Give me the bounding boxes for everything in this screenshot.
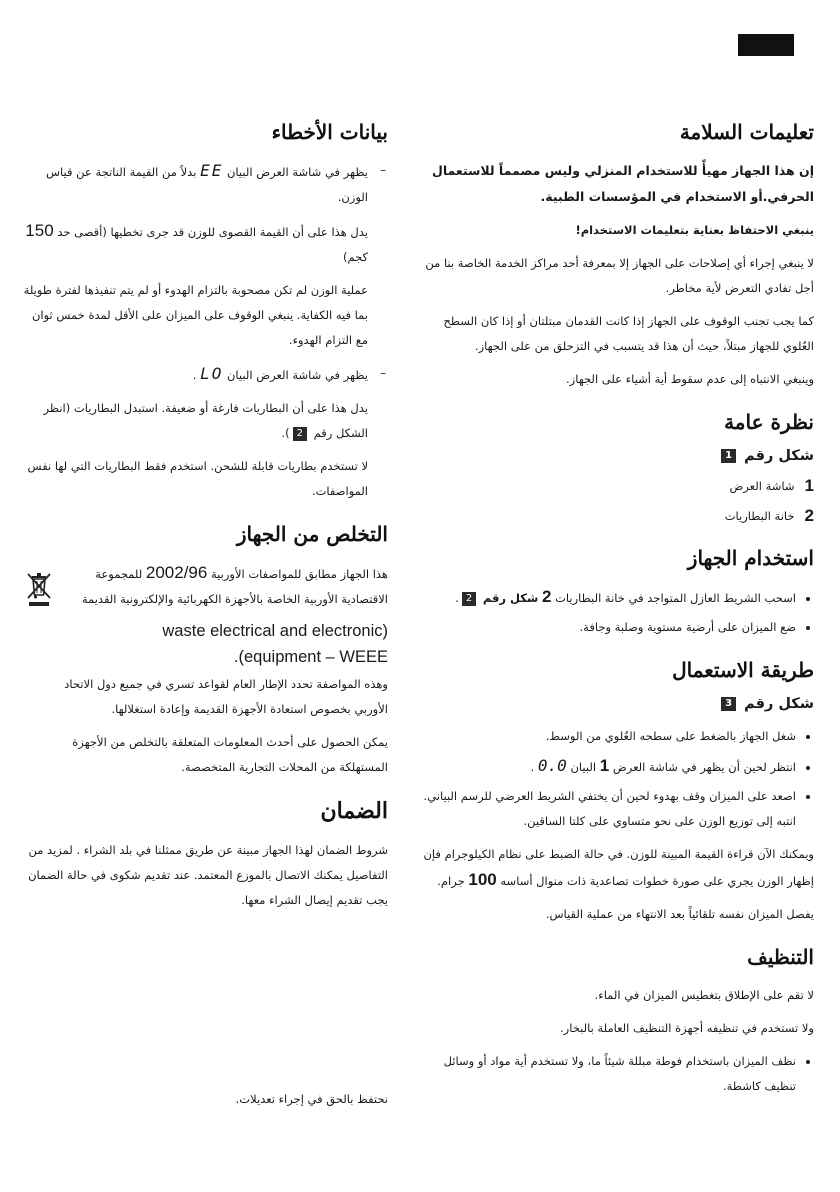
usage-list: • اسحب الشريط العازل المتواجد في خانة البطاريات 2 شكل رقم 2. • ضع الميزان على أرضية مستوية وصلبة وجافة.: [422, 584, 814, 640]
disposal-english-line-2: .(equipment – WEEE: [233, 648, 388, 666]
right-column: [422, 120, 814, 1107]
operation-paragraph-2: يفصل الميزان نفسه تلقائياً بعد الانتهاء من عملية القياس.: [545, 907, 814, 921]
disposal-heading: التخلص من الجهاز: [236, 522, 388, 546]
usage-heading: استخدام الجهاز: [687, 546, 814, 570]
cleaning-heading: التنظيف: [747, 945, 814, 969]
left-column: [23, 120, 388, 921]
error-lo-paragraph: لا تستخدم بطاريات قابلة للشحن. استخدم فقط البطاريات التي لها نفس المواصفات.: [27, 459, 368, 498]
disposal-paragraph-2: وهذه المواصفة تحدد الإطار العام لقواعد تسري في جميع دول الاتحاد الأوربي بخصوص استعادة الأجهزة القديمة وإعادة استغلالها.: [64, 677, 388, 716]
display-readout: LO: [200, 364, 224, 383]
figure-number-box: 2: [462, 592, 476, 606]
operation-list: • شغل الجهاز بالضغط على سطحه العُلوي من الوسط. • انتظر لحين أن يظهر في شاشة العرض 1 البيان 0.0 . • اصعد على الميزان وقف بهدوء لحين أن يختفي الشريط العرضي للرسم البياني. انتبه إلى توزيع الوزن على نحو متساوي على كلتا الساقين.: [422, 724, 814, 834]
figure-number-box: 2: [293, 427, 307, 441]
safety-heading: تعليمات السلامة: [679, 120, 814, 144]
figure-number-box: 1: [721, 449, 736, 463]
overview-figure-label: شكل رقم 1: [422, 448, 814, 464]
cleaning-paragraph-2: ولا تستخدم في تنظيفه أجهزة التنظيف العاملة بالبخار.: [560, 1021, 814, 1035]
overview-item-battery: 2 خانة البطاريات: [724, 506, 814, 525]
safety-paragraph-2: كما يجب تجنب الوقوف على الجهاز إذا كانت القدمان مبتلتان أو إذا كان السطح العُلوي للجهاز مبتلاً، حيث أن هذا قد يتسبب في التزحلق من على الجهاز.: [443, 314, 814, 353]
cleaning-paragraph-1: لا تقم على الإطلاق بتغطيس الميزان في الماء.: [594, 988, 814, 1002]
disposal-paragraph-3: يمكن الحصول على أحدث المعلومات المتعلقة بالتخلص من الأجهزة المستهلكة من المحلات التجارية المتخصصة.: [72, 735, 388, 774]
warranty-heading: الضمان: [320, 798, 388, 824]
disposal-block: [23, 560, 388, 730]
error-ee-explanation: يدل هذا على أن القيمة القصوى للوزن قد جرى تخطيها (أقصى حد 150 كجم): [25, 221, 368, 264]
operation-paragraph-1: ويمكنك الآن قراءة القيمة المبينة للوزن. في حالة الضبط على نظام الكيلوجرام فإن إظهار الوزن يجري على صورة خطوات تصاعدية ذات منوال أساسه 100 جرام.: [423, 847, 814, 889]
operation-figure-label: شكل رقم 3: [422, 696, 814, 712]
disposal-english-line-1: waste electrical and electronic): [162, 622, 388, 640]
display-readout: 0.0: [537, 756, 567, 775]
disposal-paragraph-1: هذا الجهاز مطابق للمواصفات الأوربية 2002/96 للمجموعة الاقتصادية الأوربية الخاصة بالأجهزة الكهربائية والإلكترونية القديمة: [81, 563, 388, 606]
safety-intro: إن هذا الجهاز مهيأً للاستخدام المنزلي وليس مصمماً للاستعمال الحرفي.أو الاستخدام في المؤسسات الطبية.: [432, 163, 814, 204]
footer-note: نحتفظ بالحق في إجراء تعديلات.: [235, 1092, 388, 1106]
overview-item-display: 1 شاشة العرض: [729, 476, 814, 495]
safety-keep-note: ينبغي الاحتفاظ بعناية بتعليمات الاستخدام!: [575, 223, 814, 237]
error-lo-explanation: يدل هذا على أن البطاريات فارغة أو ضعيفة. استبدل البطاريات (انظر الشكل رقم 2).: [43, 401, 368, 440]
error-ee-paragraph: عملية الوزن لم تكن مصحوبة بالتزام الهدوء أو لم يتم تنفيذها لفترة طويلة بما فيه الكفاية. ينبغي الوقوف على الميزان على الأقل لمدة خمس ثوان مع التزام الهدوء.: [23, 283, 368, 347]
display-readout: EE: [200, 161, 224, 180]
operation-heading: طريقة الاستعمال: [672, 658, 814, 682]
safety-paragraph-3: وينبغي الانتباه إلى عدم سقوط أية أشياء على الجهاز.: [566, 372, 814, 386]
overview-heading: نظرة عامة: [724, 410, 814, 434]
page-tab-marker: [738, 34, 794, 56]
cleaning-list: • نظف الميزان باستخدام فوطة مبللة شيئاً ما، ولا تستخدم أية مواد أو وسائل تنظيف كاشطة.: [422, 1049, 814, 1099]
error-item-lo: – يظهر في شاشة العرض البيان LO .: [23, 361, 388, 388]
warranty-paragraph: شروط الضمان لهذا الجهاز مبينة عن طريق ممثلنا في بلد الشراء . لمزيد من التفاصيل يمكنك الاتصال بالموزع المعتمد. عند تقديم شكوى في حالة الضمان يجب تقديم إيصال الشراء معها.: [28, 843, 388, 907]
figure-number-box: 3: [721, 697, 736, 711]
crossed-bin-icon: [23, 560, 53, 612]
error-item-ee: – يظهر في شاشة العرض البيان EE بدلاً من القيمة الناتجة عن قياس الوزن.: [23, 158, 388, 210]
safety-paragraph-1: لا ينبغي إجراء أي إصلاحات على الجهاز إلا بمعرفة أحد مراكز الخدمة الخاصة بنا من أجل تفادي التعرض لأية مخاطر.: [425, 256, 814, 295]
errors-heading: بيانات الأخطاء: [271, 120, 388, 144]
